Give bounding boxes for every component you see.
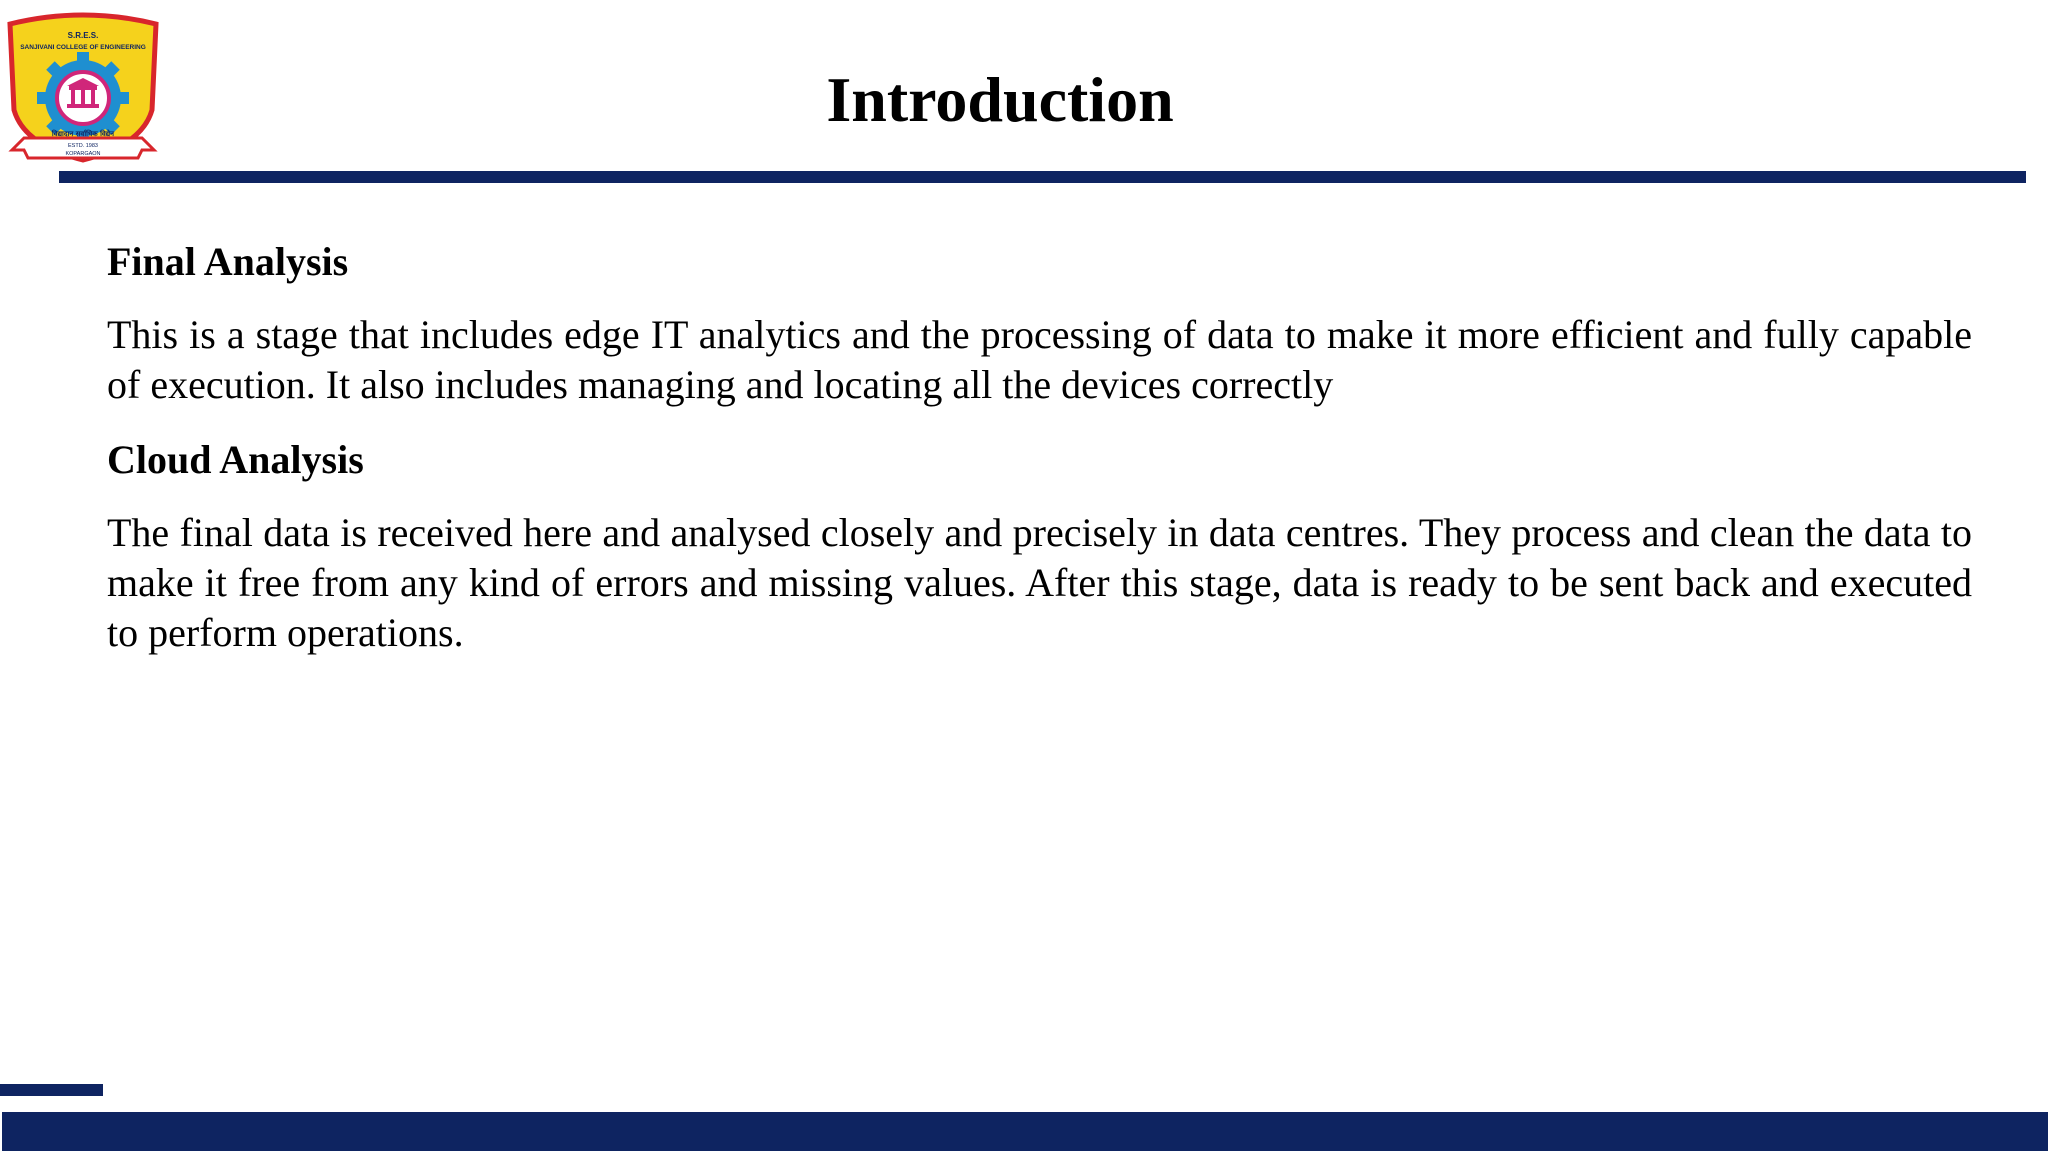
page-title: Introduction bbox=[826, 64, 1174, 135]
section-heading-final-analysis: Final Analysis bbox=[107, 239, 349, 284]
section-body-cloud-analysis: The final data is received here and analysed closely and precisely in data centres. They process and clean the data to make it free from any kind of errors and missing values. After this stage, data is ready to be sent back and executed to perform operations. bbox=[107, 510, 1972, 655]
slide-content bbox=[107, 236, 1972, 682]
title-divider bbox=[59, 171, 2026, 183]
logo-college-name: SANJIVANI COLLEGE OF ENGINEERING bbox=[20, 44, 146, 51]
logo-established: ESTD. 1983 bbox=[68, 143, 98, 149]
section-heading-cloud-analysis: Cloud Analysis bbox=[107, 437, 364, 482]
footer-accent-tick bbox=[0, 1084, 103, 1096]
section-body-final-analysis: This is a stage that includes edge IT analytics and the processing of data to make it more efficient and fully capable of execution. It also includes managing and locating all the devices correctly bbox=[107, 312, 1972, 407]
logo-location: KOPARGAON bbox=[65, 151, 101, 157]
logo-org-name: S.R.E.S. bbox=[67, 31, 99, 40]
footer-bar bbox=[2, 1112, 2048, 1151]
logo-motto: विद्यादान सर्वाधिक विद्येन bbox=[51, 130, 115, 138]
